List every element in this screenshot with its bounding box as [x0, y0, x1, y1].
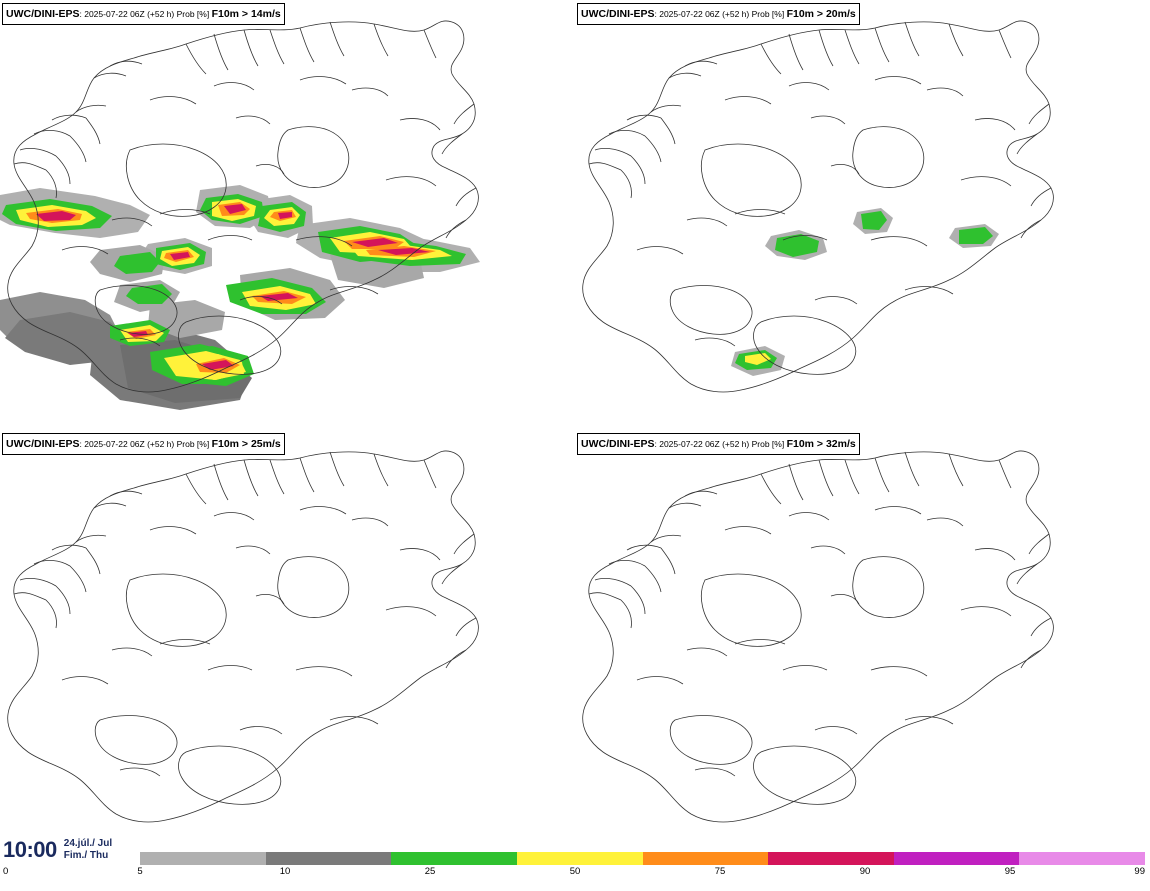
panel-title-20ms — [577, 3, 860, 25]
map-panel-32ms[interactable] — [575, 430, 1150, 860]
map-panel-20ms[interactable] — [575, 0, 1150, 430]
legend-tick: 10 — [279, 866, 291, 877]
panel-model-label: UWC/DINI-EPS — [6, 438, 80, 450]
panel-model-label: UWC/DINI-EPS — [6, 8, 80, 20]
legend-segment — [266, 852, 392, 865]
legend-segment — [894, 852, 1020, 865]
legend-tick: 5 — [137, 866, 143, 877]
legend-tick: 75 — [714, 866, 726, 877]
panel-run-label: : 2025-07-22 06Z (+52 h) Prob [%] — [79, 439, 212, 449]
iceland-map-25ms — [0, 430, 575, 860]
panel-param-label: F10m > 20m/s — [786, 8, 856, 20]
legend-tick: 90 — [859, 866, 871, 877]
legend-tick: 50 — [569, 866, 581, 877]
legend-segment — [1019, 852, 1145, 865]
legend-tick: 95 — [1004, 866, 1016, 877]
panel-title-25ms — [2, 433, 285, 455]
map-panel-14ms[interactable] — [0, 0, 575, 430]
probability-shading-20ms — [731, 208, 999, 376]
valid-time-block — [0, 828, 138, 872]
legend-segment — [768, 852, 894, 865]
panel-run-label: : 2025-07-22 06Z (+52 h) Prob [%] — [79, 9, 212, 19]
valid-time: 10:00 — [3, 837, 57, 862]
iceland-map-32ms — [575, 430, 1150, 860]
coastline-outline — [8, 451, 479, 822]
map-panel-25ms[interactable] — [0, 430, 575, 860]
legend-max-label: 99 — [1134, 866, 1145, 877]
panel-model-label: UWC/DINI-EPS — [581, 438, 655, 450]
panel-param-label: F10m > 32m/s — [786, 438, 856, 450]
legend-min-label: 0 — [3, 866, 9, 877]
footer-bar — [0, 837, 1150, 891]
panel-model-label: UWC/DINI-EPS — [581, 8, 655, 20]
legend-tick: 25 — [424, 866, 436, 877]
panel-run-label: : 2025-07-22 06Z (+52 h) Prob [%] — [654, 9, 787, 19]
iceland-map-20ms — [575, 0, 1150, 430]
probability-shading-14ms — [0, 185, 480, 410]
probability-legend — [137, 852, 1145, 882]
legend-segment — [643, 852, 769, 865]
valid-date — [64, 838, 112, 863]
legend-color-bar — [140, 852, 1145, 865]
panel-param-label: F10m > 25m/s — [211, 438, 281, 450]
legend-segment — [140, 852, 266, 865]
panel-run-label: : 2025-07-22 06Z (+52 h) Prob [%] — [654, 439, 787, 449]
coastline-outline — [583, 21, 1054, 392]
iceland-map-14ms — [0, 0, 575, 430]
legend-segment — [391, 852, 517, 865]
coastline-outline — [583, 451, 1054, 822]
legend-tick-labels — [137, 866, 1145, 880]
panel-title-32ms — [577, 433, 860, 455]
legend-segment — [517, 852, 643, 865]
panel-param-label: F10m > 14m/s — [211, 8, 281, 20]
valid-date-line2: Fim./ Thu — [63, 850, 109, 861]
valid-date-line1: 24.júl./ Jul — [63, 837, 113, 849]
panel-title-14ms — [2, 3, 285, 25]
